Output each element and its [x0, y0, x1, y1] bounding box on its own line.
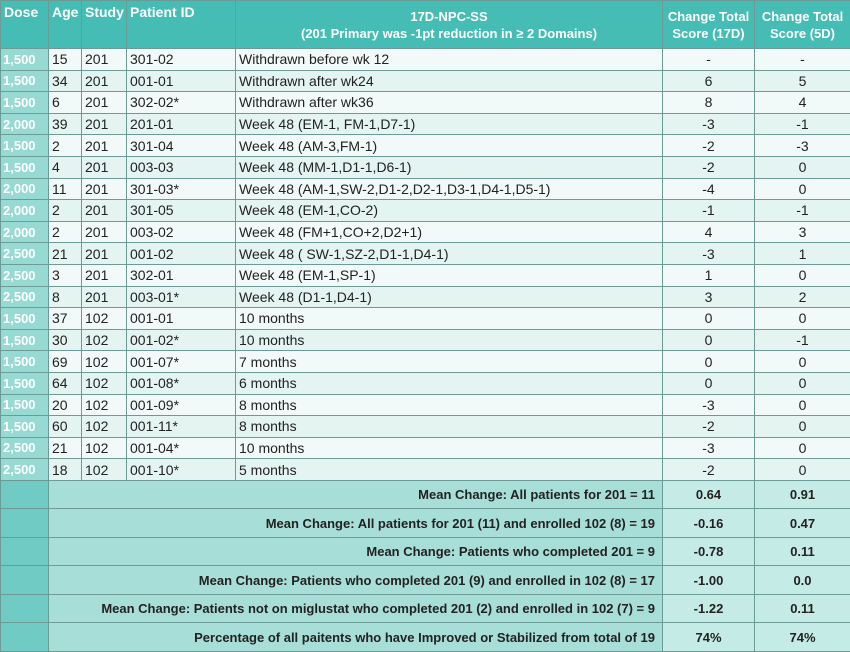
dose-cell: 1,500	[1, 351, 49, 373]
study-cell: 102	[82, 394, 127, 416]
change-5d-cell: 5	[755, 70, 850, 92]
header-status-title: 17D-NPC-SS	[239, 8, 659, 25]
change-5d-cell: 0	[755, 351, 850, 373]
summary-label: Mean Change: Patients who completed 201 (9) and enrolled in 102 (8) = 17	[49, 566, 663, 595]
study-cell: 201	[82, 135, 127, 157]
change-5d-cell: -1	[755, 200, 850, 222]
status-cell: 7 months	[236, 351, 663, 373]
change-17d-cell: -3	[663, 243, 755, 265]
patient-id-cell: 001-10*	[127, 459, 236, 481]
patient-id-cell: 001-01	[127, 70, 236, 92]
summary-row	[1, 594, 850, 623]
patient-id-cell: 001-04*	[127, 437, 236, 459]
header-change-5d	[755, 1, 850, 49]
dose-cell: 2,500	[1, 243, 49, 265]
change-5d-cell: 0	[755, 308, 850, 330]
header-patient-id: Patient ID	[127, 1, 236, 49]
table-row	[1, 156, 850, 178]
age-cell: 34	[49, 70, 82, 92]
change-5d-cell: 0	[755, 459, 850, 481]
status-cell: 8 months	[236, 394, 663, 416]
patient-id-cell: 302-02*	[127, 92, 236, 114]
dose-cell: 2,000	[1, 113, 49, 135]
study-cell: 201	[82, 70, 127, 92]
age-cell: 18	[49, 459, 82, 481]
change-17d-cell: 0	[663, 372, 755, 394]
summary-value-5d: 0.11	[755, 537, 850, 566]
dose-cell: 1,500	[1, 92, 49, 114]
summary-value-5d: 0.91	[755, 480, 850, 509]
change-5d-cell: 0	[755, 264, 850, 286]
header-change-17d	[663, 1, 755, 49]
dose-cell: 1,500	[1, 329, 49, 351]
change-17d-cell: 0	[663, 308, 755, 330]
status-cell: Week 48 (AM-3,FM-1)	[236, 135, 663, 157]
change-17d-cell: -3	[663, 394, 755, 416]
age-cell: 21	[49, 437, 82, 459]
summary-value-17d: 0.64	[663, 480, 755, 509]
summary-label: Percentage of all paitents who have Improved or Stabilized from total of 19	[49, 623, 663, 652]
change-5d-cell: 0	[755, 416, 850, 438]
status-cell: Week 48 (MM-1,D1-1,D6-1)	[236, 156, 663, 178]
status-cell: Week 48 (EM-1,CO-2)	[236, 200, 663, 222]
change-5d-cell: -1	[755, 113, 850, 135]
patient-id-cell: 003-03	[127, 156, 236, 178]
study-cell: 102	[82, 351, 127, 373]
age-cell: 4	[49, 156, 82, 178]
status-cell: Week 48 (AM-1,SW-2,D1-2,D2-1,D3-1,D4-1,D5-1)	[236, 178, 663, 200]
change-17d-cell: 0	[663, 329, 755, 351]
table-row	[1, 113, 850, 135]
patient-id-cell: 001-09*	[127, 394, 236, 416]
header-status	[236, 1, 663, 49]
table-row	[1, 437, 850, 459]
table-row	[1, 394, 850, 416]
dose-cell: 2,000	[1, 200, 49, 222]
dose-cell: 1,500	[1, 49, 49, 71]
table-row	[1, 372, 850, 394]
summary-label: Mean Change: All patients for 201 = 11	[49, 480, 663, 509]
age-cell: 30	[49, 329, 82, 351]
dose-cell: 1,500	[1, 394, 49, 416]
summary-blank-cell	[1, 566, 49, 595]
patient-id-cell: 001-08*	[127, 372, 236, 394]
patient-id-cell: 301-04	[127, 135, 236, 157]
summary-label: Mean Change: Patients not on miglustat who completed 201 (2) and enrolled in 102 (7) = 9	[49, 594, 663, 623]
table-row	[1, 416, 850, 438]
header-dose: Dose	[1, 1, 49, 49]
summary-blank-cell	[1, 480, 49, 509]
change-17d-cell: -2	[663, 135, 755, 157]
header-age: Age	[49, 1, 82, 49]
table-row	[1, 221, 850, 243]
header-change-5d-line1: Change Total	[758, 8, 847, 25]
change-17d-cell: -4	[663, 178, 755, 200]
status-cell: Withdrawn after wk24	[236, 70, 663, 92]
status-cell: Week 48 (EM-1, FM-1,D7-1)	[236, 113, 663, 135]
table-row	[1, 351, 850, 373]
change-17d-cell: 6	[663, 70, 755, 92]
change-5d-cell: -	[755, 49, 850, 71]
status-cell: 10 months	[236, 329, 663, 351]
table-row	[1, 286, 850, 308]
change-5d-cell: 0	[755, 394, 850, 416]
patient-id-cell: 302-01	[127, 264, 236, 286]
age-cell: 60	[49, 416, 82, 438]
study-cell: 102	[82, 437, 127, 459]
table-row	[1, 329, 850, 351]
patient-id-cell: 003-01*	[127, 286, 236, 308]
change-17d-cell: -3	[663, 113, 755, 135]
patient-id-cell: 201-01	[127, 113, 236, 135]
study-cell: 201	[82, 243, 127, 265]
dose-cell: 1,500	[1, 416, 49, 438]
table-row	[1, 243, 850, 265]
age-cell: 39	[49, 113, 82, 135]
age-cell: 11	[49, 178, 82, 200]
change-5d-cell: -3	[755, 135, 850, 157]
study-cell: 201	[82, 221, 127, 243]
status-cell: 8 months	[236, 416, 663, 438]
summary-value-17d: 74%	[663, 623, 755, 652]
study-cell: 201	[82, 264, 127, 286]
status-cell: Week 48 (FM+1,CO+2,D2+1)	[236, 221, 663, 243]
patient-id-cell: 001-07*	[127, 351, 236, 373]
study-cell: 201	[82, 200, 127, 222]
table-row	[1, 49, 850, 71]
study-cell: 201	[82, 178, 127, 200]
summary-value-17d: -1.00	[663, 566, 755, 595]
age-cell: 8	[49, 286, 82, 308]
summary-blank-cell	[1, 623, 49, 652]
patient-id-cell: 301-03*	[127, 178, 236, 200]
change-17d-cell: -	[663, 49, 755, 71]
summary-value-17d: -1.22	[663, 594, 755, 623]
dose-cell: 1,500	[1, 372, 49, 394]
header-change-17d-line1: Change Total	[666, 8, 751, 25]
summary-row	[1, 537, 850, 566]
summary-rows	[1, 480, 850, 651]
dose-cell: 1,500	[1, 308, 49, 330]
change-17d-cell: -1	[663, 200, 755, 222]
dose-cell: 2,500	[1, 437, 49, 459]
status-cell: Withdrawn before wk 12	[236, 49, 663, 71]
patient-id-cell: 301-05	[127, 200, 236, 222]
study-cell: 102	[82, 329, 127, 351]
summary-row	[1, 480, 850, 509]
study-cell: 102	[82, 308, 127, 330]
status-cell: Withdrawn after wk36	[236, 92, 663, 114]
age-cell: 6	[49, 92, 82, 114]
patient-id-cell: 001-02*	[127, 329, 236, 351]
dose-cell: 2,500	[1, 286, 49, 308]
change-5d-cell: 3	[755, 221, 850, 243]
study-cell: 201	[82, 92, 127, 114]
study-cell: 201	[82, 156, 127, 178]
patient-rows	[1, 49, 850, 481]
summary-label: Mean Change: All patients for 201 (11) and enrolled 102 (8) = 19	[49, 509, 663, 538]
status-cell: Week 48 (EM-1,SP-1)	[236, 264, 663, 286]
dose-cell: 2,000	[1, 221, 49, 243]
age-cell: 2	[49, 221, 82, 243]
change-17d-cell: 3	[663, 286, 755, 308]
change-5d-cell: 0	[755, 437, 850, 459]
age-cell: 21	[49, 243, 82, 265]
dose-cell: 1,500	[1, 135, 49, 157]
header-status-note: (201 Primary was -1pt reduction in ≥ 2 Domains)	[239, 25, 659, 42]
table-row	[1, 264, 850, 286]
age-cell: 69	[49, 351, 82, 373]
change-5d-cell: 0	[755, 156, 850, 178]
dose-cell: 1,500	[1, 70, 49, 92]
patient-id-cell: 001-02	[127, 243, 236, 265]
change-5d-cell: 4	[755, 92, 850, 114]
age-cell: 3	[49, 264, 82, 286]
header-row	[1, 1, 850, 49]
change-17d-cell: -2	[663, 459, 755, 481]
table-row	[1, 459, 850, 481]
summary-blank-cell	[1, 594, 49, 623]
header-change-5d-line2: Score (5D)	[758, 25, 847, 42]
study-cell: 102	[82, 459, 127, 481]
status-cell: 10 months	[236, 437, 663, 459]
change-17d-cell: -2	[663, 416, 755, 438]
dose-cell: 1,500	[1, 156, 49, 178]
summary-blank-cell	[1, 509, 49, 538]
summary-value-5d: 0.0	[755, 566, 850, 595]
status-cell: Week 48 (D1-1,D4-1)	[236, 286, 663, 308]
table-row	[1, 135, 850, 157]
change-17d-cell: -3	[663, 437, 755, 459]
study-cell: 102	[82, 372, 127, 394]
change-17d-cell: -2	[663, 156, 755, 178]
table-row	[1, 70, 850, 92]
table-row	[1, 200, 850, 222]
patient-id-cell: 001-11*	[127, 416, 236, 438]
status-cell: Week 48 ( SW-1,SZ-2,D1-1,D4-1)	[236, 243, 663, 265]
change-17d-cell: 0	[663, 351, 755, 373]
summary-row	[1, 623, 850, 652]
summary-value-17d: -0.78	[663, 537, 755, 566]
patient-id-cell: 001-01	[127, 308, 236, 330]
summary-row	[1, 509, 850, 538]
summary-value-5d: 0.47	[755, 509, 850, 538]
change-17d-cell: 8	[663, 92, 755, 114]
table-row	[1, 308, 850, 330]
change-5d-cell: 0	[755, 178, 850, 200]
age-cell: 15	[49, 49, 82, 71]
summary-value-17d: -0.16	[663, 509, 755, 538]
summary-label: Mean Change: Patients who completed 201 = 9	[49, 537, 663, 566]
change-5d-cell: 1	[755, 243, 850, 265]
change-17d-cell: 4	[663, 221, 755, 243]
table-row	[1, 92, 850, 114]
patient-id-cell: 003-02	[127, 221, 236, 243]
dose-cell: 2,500	[1, 264, 49, 286]
header-change-17d-line2: Score (17D)	[666, 25, 751, 42]
age-cell: 64	[49, 372, 82, 394]
change-17d-cell: 1	[663, 264, 755, 286]
study-cell: 201	[82, 286, 127, 308]
study-cell: 201	[82, 49, 127, 71]
table-row	[1, 178, 850, 200]
age-cell: 37	[49, 308, 82, 330]
dose-cell: 2,000	[1, 178, 49, 200]
dose-cell: 2,500	[1, 459, 49, 481]
summary-value-5d: 74%	[755, 623, 850, 652]
status-cell: 6 months	[236, 372, 663, 394]
summary-value-5d: 0.11	[755, 594, 850, 623]
change-5d-cell: -1	[755, 329, 850, 351]
study-cell: 201	[82, 113, 127, 135]
change-5d-cell: 2	[755, 286, 850, 308]
summary-row	[1, 566, 850, 595]
patient-id-cell: 301-02	[127, 49, 236, 71]
age-cell: 20	[49, 394, 82, 416]
status-cell: 10 months	[236, 308, 663, 330]
age-cell: 2	[49, 200, 82, 222]
header-study: Study	[82, 1, 127, 49]
status-cell: 5 months	[236, 459, 663, 481]
age-cell: 2	[49, 135, 82, 157]
change-5d-cell: 0	[755, 372, 850, 394]
study-cell: 102	[82, 416, 127, 438]
summary-blank-cell	[1, 537, 49, 566]
